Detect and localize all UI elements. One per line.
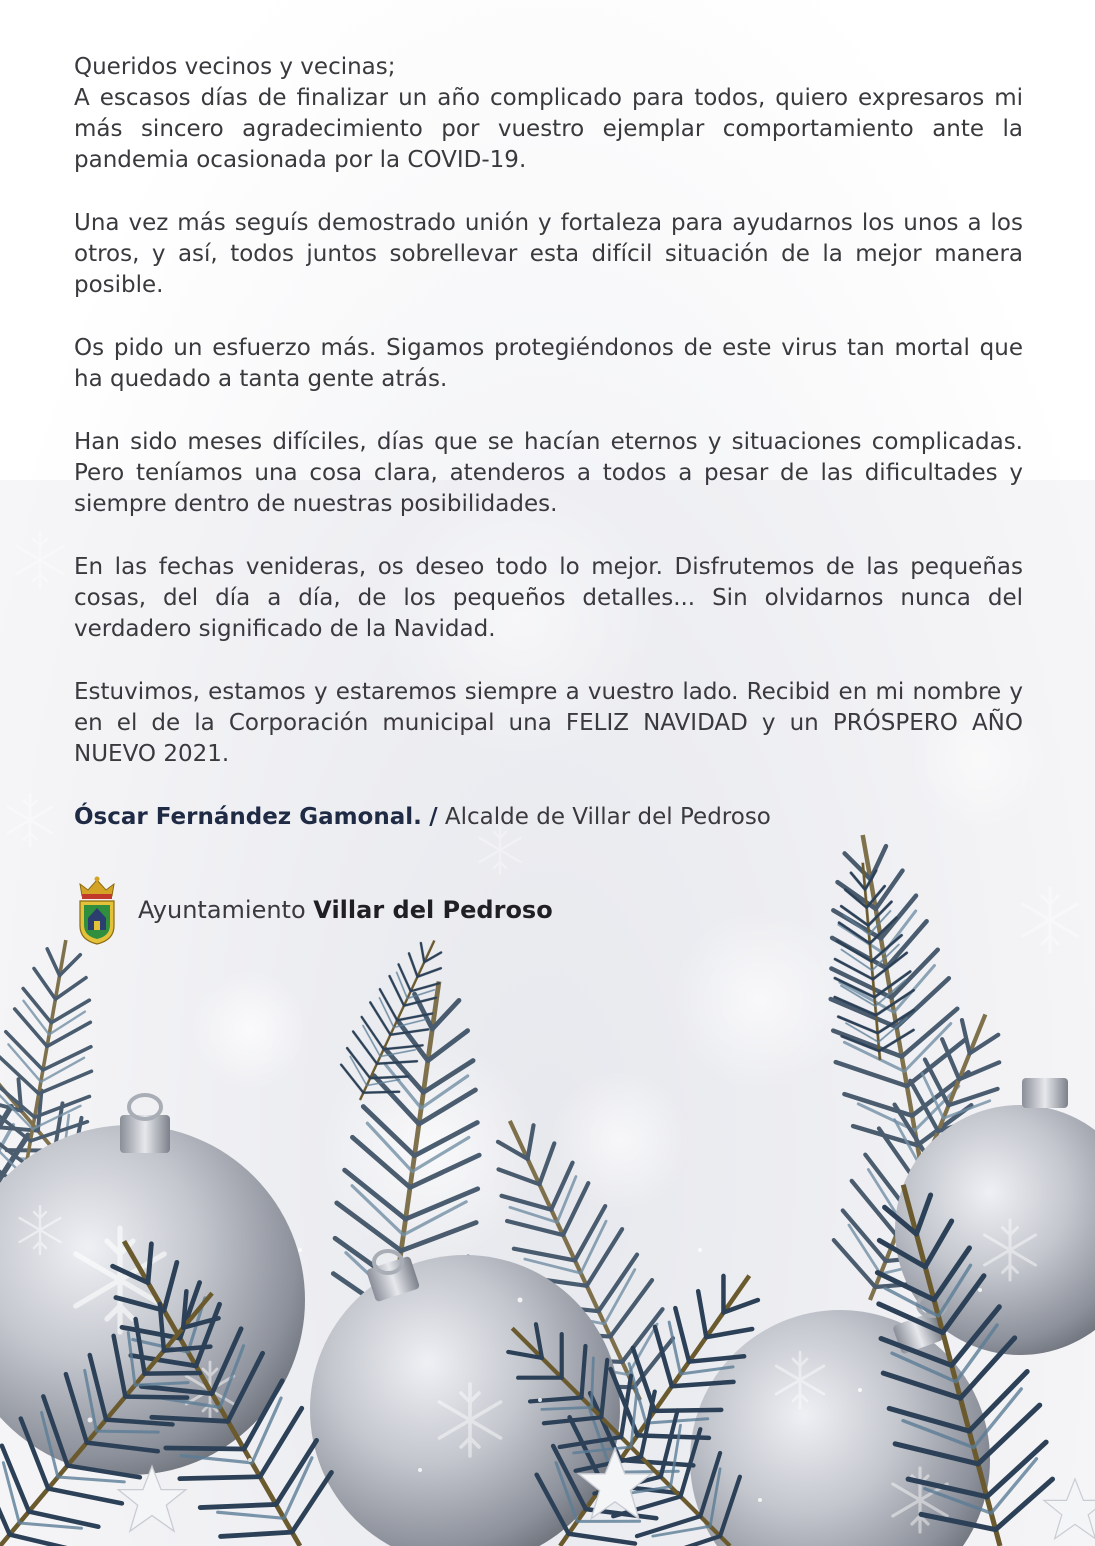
- organization-block: [76, 874, 553, 946]
- letter-paragraph: Una vez más seguís demostrado unión y fortaleza para ayudarnos los unos a los otros, y así, todos juntos sobrellevar esta difícil situación de la mejor manera posible.: [74, 210, 1023, 298]
- letter-paragraph: En las fechas venideras, os deseo todo lo mejor. Disfrutemos de las pequeñas cosas, del día a día, de los pequeños detalles... Sin olvidarnos nunca del verdadero significado de la Navidad.: [74, 554, 1023, 642]
- organization-title: Villar del Pedroso: [313, 896, 553, 924]
- signature-name: Óscar Fernández Gamonal.: [74, 804, 422, 830]
- organization-prefix: Ayuntamiento: [138, 896, 306, 924]
- letter-greeting: Queridos vecinos y vecinas;: [74, 54, 396, 80]
- letter-paragraph: Han sido meses difíciles, días que se hacían eternos y situaciones complicadas. Pero teníamos una cosa clara, atenderos a todos a pesar de las dificultades y siempre dentro de nuestras posibilidades.: [74, 429, 1023, 517]
- signature-role: Alcalde de Villar del Pedroso: [444, 804, 771, 830]
- letter-body: [74, 52, 1023, 833]
- letter-paragraph: Estuvimos, estamos y estaremos siempre a vuestro lado. Recibid en mi nombre y en el de la Corporación municipal una FELIZ NAVIDAD y un PRÓSPERO AÑO NUEVO 2021.: [74, 679, 1023, 767]
- signature: [74, 802, 1023, 833]
- municipal-coat-of-arms-icon: [76, 874, 118, 946]
- organization-name: [138, 896, 553, 924]
- letter-paragraph: A escasos días de finalizar un año complicado para todos, quiero expresaros mi más sincero agradecimiento por vuestro ejemplar comportamiento ante la pandemia ocasionada por la COVID-19.: [74, 85, 1023, 173]
- letter-paragraph: Os pido un esfuerzo más. Sigamos protegiéndonos de este virus tan mortal que ha quedado a tanta gente atrás.: [74, 335, 1023, 392]
- signature-separator: /: [429, 804, 438, 830]
